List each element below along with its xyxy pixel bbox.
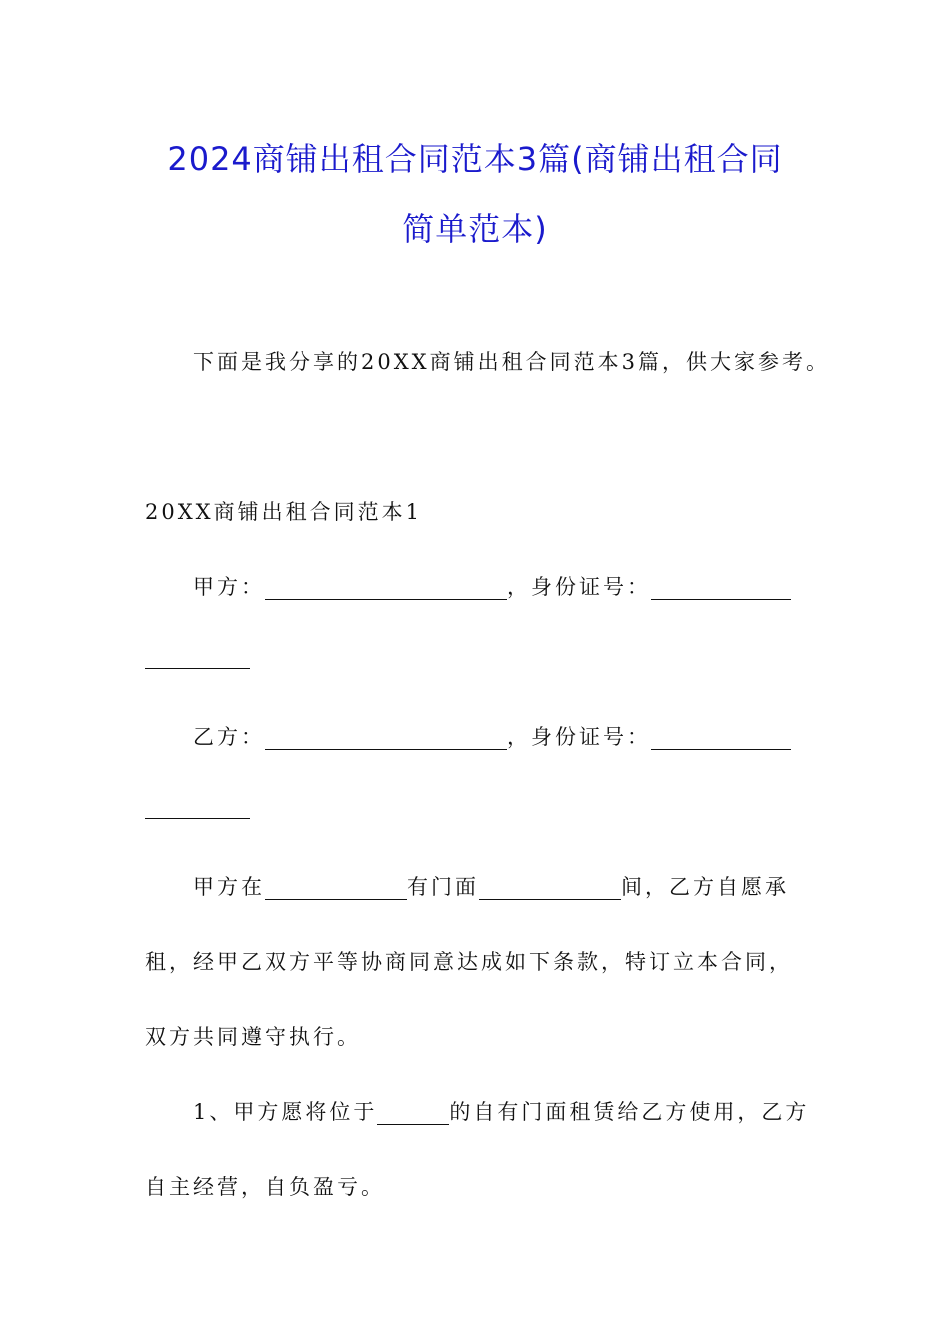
- clause-1-line-1: [193, 1096, 809, 1126]
- party-a-id-label: ，身份证号：: [507, 575, 651, 599]
- party-a-id-blank: [651, 575, 791, 600]
- premises-text-1: 甲方在: [193, 875, 265, 899]
- party-a-line: [193, 571, 791, 601]
- party-a-name-blank: [265, 575, 507, 600]
- clause-1-text-1: 1、甲方愿将位于: [193, 1100, 378, 1124]
- clause-1-address-blank: [377, 1100, 449, 1125]
- party-b-label: 乙方：: [193, 725, 265, 749]
- premises-text-3: 间，乙方自愿承: [621, 875, 789, 899]
- premises-location-blank: [265, 875, 407, 900]
- premises-text-2: 有门面: [407, 875, 479, 899]
- premises-line-2: 租，经甲乙双方平等协商同意达成如下条款，特订立本合同，: [145, 950, 793, 974]
- party-b-line: [193, 721, 791, 751]
- clause-1-line-2: 自主经营，自负盈亏。: [145, 1175, 385, 1199]
- premises-count-blank: [479, 875, 621, 900]
- document-title-line-2: 简单范本): [402, 210, 548, 248]
- section-heading: 20XX商铺出租合同范本1: [145, 500, 422, 524]
- party-b-id-blank-continued: [145, 818, 250, 819]
- party-a-label: 甲方：: [193, 575, 265, 599]
- party-b-name-blank: [265, 725, 507, 750]
- clause-1-text-2: 的自有门面租赁给乙方使用，乙方: [449, 1100, 810, 1124]
- premises-line-1: [193, 871, 789, 901]
- intro-paragraph: 下面是我分享的20XX商铺出租合同范本3篇，供大家参考。: [193, 350, 830, 374]
- document-title-line-1: 2024商铺出租合同范本3篇(商铺出租合同: [167, 140, 783, 178]
- party-b-id-label: ，身份证号：: [507, 725, 651, 749]
- party-a-id-blank-continued: [145, 668, 250, 669]
- premises-line-3: 双方共同遵守执行。: [145, 1025, 361, 1049]
- party-b-id-blank: [651, 725, 791, 750]
